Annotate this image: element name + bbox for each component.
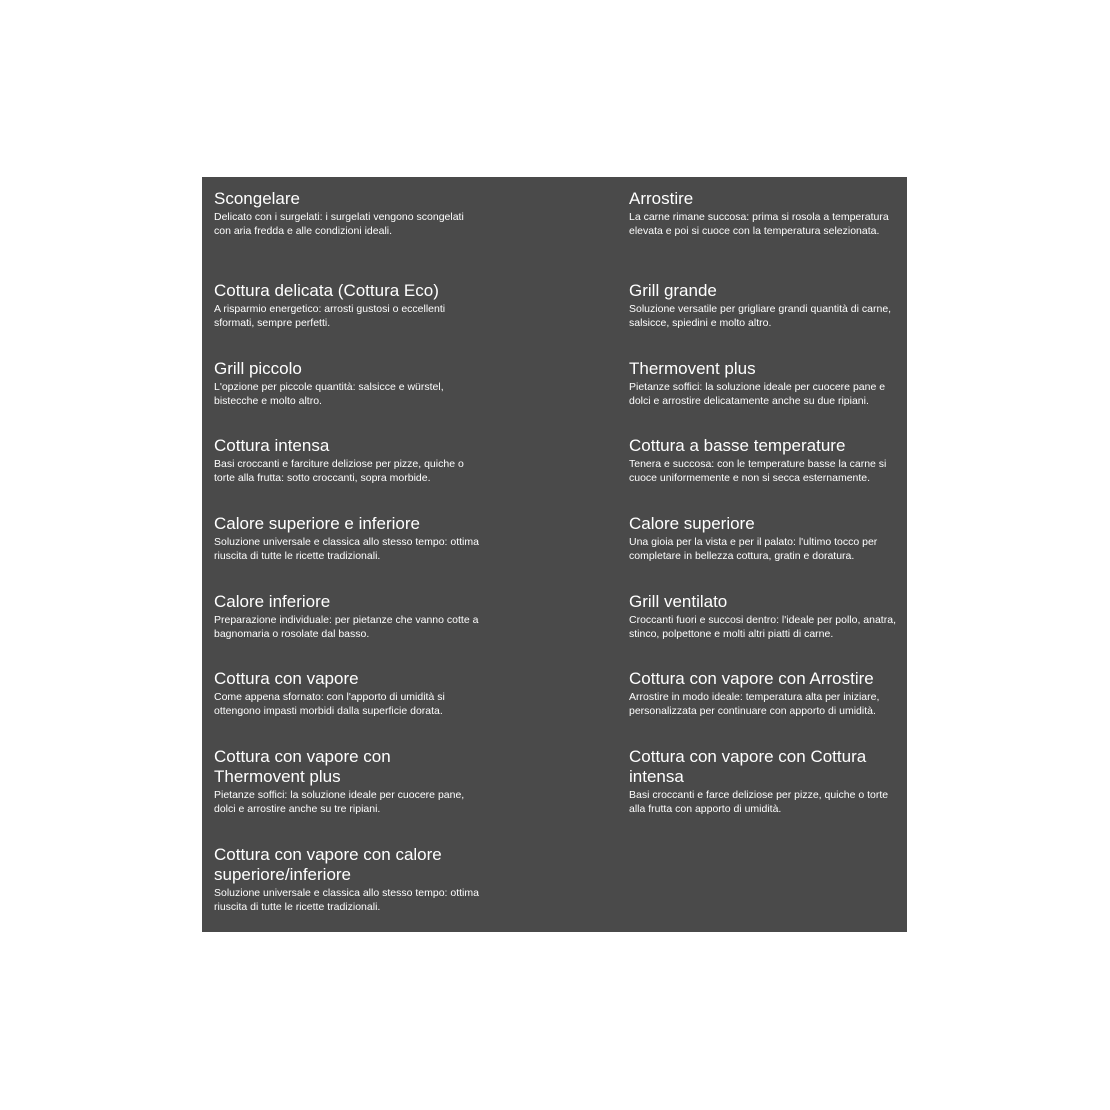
mode-vapore-arrostire [629, 669, 899, 718]
mode-vapore-cottura-intensa [629, 747, 899, 816]
mode-description: Come appena sfornato: con l'apporto di umidità si ottengono impasti morbidi dalla superficie dorata. [214, 691, 445, 717]
mode-title: Calore superiore [629, 514, 755, 533]
mode-grill-ventilato [629, 592, 899, 641]
mode-title: Scongelare [214, 189, 301, 208]
mode-title: Cottura a basse temperature [629, 436, 846, 455]
mode-title: Calore superiore e inferiore [214, 514, 420, 533]
cooking-modes-panel [202, 177, 907, 932]
mode-title: Cottura con vapore con Thermovent plus [214, 747, 391, 786]
mode-description: Preparazione individuale: per pietanze che vanno cotte a bagnomaria o rosolate dal basso. [214, 614, 479, 640]
mode-description: Una gioia per la vista e per il palato: l'ultimo tocco per completare in bellezza cottura, gratin e doratura. [629, 536, 878, 562]
mode-grill-piccolo [214, 359, 479, 408]
mode-title: Cottura con vapore con Arrostire [629, 669, 874, 688]
mode-calore-superiore-inferiore [214, 514, 479, 563]
mode-description: Pietanze soffici: la soluzione ideale per cuocere pane, dolci e arrostire anche su tre ripiani. [214, 789, 465, 815]
mode-cottura-delicata [214, 281, 479, 330]
mode-vapore-thermovent-plus [214, 747, 479, 816]
mode-title: Cottura con vapore con Cottura intensa [629, 747, 867, 786]
mode-title: Grill grande [629, 281, 717, 300]
mode-description: Soluzione versatile per grigliare grandi quantità di carne, salsicce, spiedini e molto altro. [629, 303, 892, 329]
mode-scongelare [214, 189, 479, 238]
mode-basse-temperature [629, 436, 899, 485]
mode-calore-inferiore [214, 592, 479, 641]
mode-thermovent-plus [629, 359, 899, 408]
mode-description: Basi croccanti e farce deliziose per pizze, quiche o torte alla frutta con apporto di umidità. [629, 789, 889, 815]
mode-grill-grande [629, 281, 899, 330]
mode-vapore-calore-superiore-inferiore [214, 845, 479, 914]
mode-title: Cottura delicata (Cottura Eco) [214, 281, 439, 300]
mode-calore-superiore [629, 514, 899, 563]
mode-title: Grill ventilato [629, 592, 728, 611]
mode-description: La carne rimane succosa: prima si rosola a temperatura elevata e poi si cuoce con la temperatura selezionata. [629, 211, 889, 237]
mode-title: Arrostire [629, 189, 694, 208]
mode-description: Pietanze soffici: la soluzione ideale per cuocere pane e dolci e arrostire delicatamente anche su due ripiani. [629, 381, 886, 407]
mode-title: Calore inferiore [214, 592, 331, 611]
mode-arrostire [629, 189, 899, 238]
mode-cottura-intensa [214, 436, 479, 485]
mode-description: L'opzione per piccole quantità: salsicce e würstel, bistecche e molto altro. [214, 381, 444, 407]
mode-description: Soluzione universale e classica allo stesso tempo: ottima riuscita di tutte le ricette tradizionali. [214, 887, 479, 913]
mode-description: Croccanti fuori e succosi dentro: l'ideale per pollo, anatra, stinco, polpettone e molti altri piatti di carne. [629, 614, 896, 640]
mode-title: Cottura intensa [214, 436, 330, 455]
mode-title: Cottura con vapore [214, 669, 359, 688]
mode-description: Delicato con i surgelati: i surgelati vengono scongelati con aria fredda e alle condizioni ideali. [214, 211, 464, 237]
mode-description: Soluzione universale e classica allo stesso tempo: ottima riuscita di tutte le ricette tradizionali. [214, 536, 479, 562]
mode-cottura-con-vapore [214, 669, 479, 718]
mode-description: A risparmio energetico: arrosti gustosi o eccellenti sformati, sempre perfetti. [214, 303, 446, 329]
mode-title: Grill piccolo [214, 359, 302, 378]
mode-description: Arrostire in modo ideale: temperatura alta per iniziare, personalizzata per continuare con apporto di umidità. [629, 691, 880, 717]
mode-description: Basi croccanti e farciture deliziose per pizze, quiche o torte alla frutta: sotto croccanti, sopra morbide. [214, 458, 464, 484]
mode-title: Thermovent plus [629, 359, 756, 378]
mode-description: Tenera e succosa: con le temperature basse la carne si cuoce uniformemente e non si secca esternamente. [629, 458, 887, 484]
mode-title: Cottura con vapore con calore superiore/inferiore [214, 845, 442, 884]
